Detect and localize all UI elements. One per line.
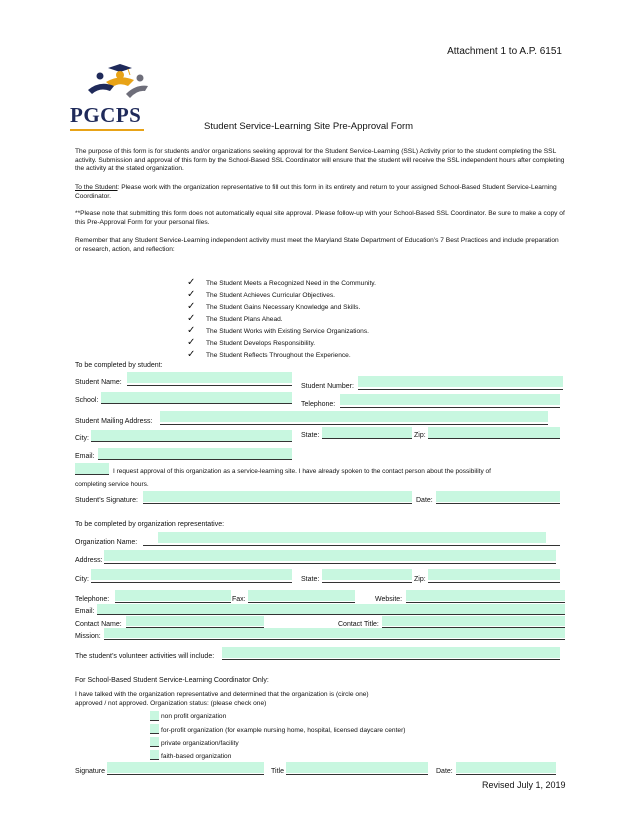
org-state-label: State: [301, 576, 320, 583]
status-checkbox-nonprofit[interactable] [150, 711, 159, 721]
logo-text: PGCPS [70, 103, 142, 127]
org-fax-field[interactable] [248, 590, 355, 601]
student-name-field[interactable] [127, 372, 292, 383]
list-item: The Student Gains Necessary Knowledge and Skills. [206, 304, 361, 311]
student-date-field[interactable] [436, 491, 560, 502]
note-paragraph: **Please note that submitting this form does not automatically equal site approval. Please follow-up with your School-Based SSL Coordinator. Be sure to make a copy of this Pre-Approval Form for your personal files. [75, 210, 565, 226]
org-city-label: City: [75, 576, 89, 583]
student-number-label: Student Number: [301, 383, 354, 390]
list-item: The Student Develops Responsibility. [206, 340, 316, 347]
student-email-field[interactable] [98, 448, 292, 459]
list-item: The Student Reflects Throughout the Experience. [206, 352, 351, 359]
org-address-label: Address: [75, 557, 103, 564]
status-label-nonprofit: non profit organization [161, 713, 227, 720]
request-initials-field[interactable] [75, 463, 109, 474]
checkmark-icon: ✓ [187, 325, 196, 336]
list-item: The Student Plans Ahead. [206, 316, 283, 323]
form-title: Student Service-Learning Site Pre-Approval Form [204, 121, 414, 132]
org-email-label: Email: [75, 608, 95, 615]
list-item: The Student Meets a Recognized Need in the Community. [206, 280, 376, 287]
org-state-field[interactable] [322, 569, 412, 580]
to-student-label: To the Student [75, 184, 118, 191]
mission-label: Mission: [75, 633, 101, 640]
student-state-label: State: [301, 432, 320, 439]
student-section-heading: To be completed by student: [75, 362, 163, 369]
checkmark-icon: ✓ [187, 301, 196, 312]
student-signature-label: Student’s Signature: [75, 497, 138, 504]
student-state-field[interactable] [322, 427, 412, 438]
remember-paragraph: Remember that any Student Service-Learning independent activity must meet the Maryland State Department of Education’s 7 Best Practices and include preparation or research, action, and reflection: [75, 237, 559, 253]
status-label-faith: faith-based organization [161, 753, 232, 760]
org-telephone-field[interactable] [115, 590, 231, 601]
checkmark-icon: ✓ [187, 313, 196, 324]
coord-signature-label: Signature [75, 768, 105, 775]
contact-name-label: Contact Name: [75, 621, 122, 628]
list-item: The Student Works with Existing Service Organizations. [206, 328, 369, 335]
student-city-label: City: [75, 435, 89, 442]
student-name-label: Student Name: [75, 379, 122, 386]
school-field[interactable] [101, 392, 292, 403]
pgcps-logo [70, 60, 150, 130]
status-checkbox-private[interactable] [150, 737, 159, 747]
logo-figures-icon [70, 60, 150, 104]
attachment-label: Attachment 1 to A.P. 6151 [447, 46, 562, 57]
contact-title-field[interactable] [382, 616, 565, 626]
student-zip-field[interactable] [428, 427, 560, 438]
request-text-cont: completing service hours. [75, 481, 149, 488]
org-fax-label: Fax: [232, 596, 246, 603]
coord-date-label: Date: [436, 768, 453, 775]
org-city-field[interactable] [91, 569, 292, 580]
student-zip-label: Zip: [414, 432, 426, 439]
purpose-paragraph: The purpose of this form is for students and/or organizations seeking approval for the Student Service-Learning (SSL) Activity prior to the student completing the SSL activity. Submission and approval of this form by the School-Based SSL Coordinator will ensure that the student will receive the SSL independent hours after completing the activity at the stated organization. [75, 148, 565, 173]
status-checkbox-faith[interactable] [150, 750, 159, 760]
student-date-label: Date: [416, 497, 433, 504]
contact-name-field[interactable] [126, 616, 264, 626]
org-website-label: Website: [375, 596, 403, 603]
coord-title-field[interactable] [286, 762, 428, 773]
mailing-address-field[interactable] [160, 411, 548, 422]
checkmark-icon: ✓ [187, 277, 196, 288]
mailing-address-label: Student Mailing Address: [75, 418, 153, 425]
org-website-field[interactable] [406, 590, 565, 601]
contact-title-label: Contact Title: [338, 621, 379, 628]
student-signature-field[interactable] [143, 491, 412, 502]
status-label-forprofit: for-profit organization (for example nursing home, hospital, licensed daycare center) [161, 727, 406, 734]
org-zip-field[interactable] [428, 569, 560, 580]
student-city-field[interactable] [91, 430, 292, 441]
checkmark-icon: ✓ [187, 349, 196, 360]
status-checkbox-forprofit[interactable] [150, 724, 159, 734]
school-label: School: [75, 397, 99, 404]
revised-date: Revised July 1, 2019 [482, 780, 566, 790]
org-email-field[interactable] [97, 604, 565, 614]
org-address-field[interactable] [104, 550, 556, 561]
request-text: I request approval of this organization as a service-learning site. I have already spoken to the contact person about the possibility of [113, 468, 491, 475]
activities-field[interactable] [222, 647, 560, 658]
org-section-heading: To be completed by organization representative: [75, 521, 225, 528]
student-number-field[interactable] [358, 376, 563, 387]
telephone-field[interactable] [340, 394, 560, 405]
to-student-paragraph [75, 184, 565, 201]
status-label-private: private organization/facility [161, 740, 239, 747]
list-item: The Student Achieves Curricular Objectives. [206, 292, 336, 299]
checkmark-icon: ✓ [187, 289, 196, 300]
coord-date-field[interactable] [456, 762, 556, 773]
coord-line-2: approved / not approved. Organization status: (please check one) [75, 700, 267, 707]
to-student-text: : Please work with the organization representative to fill out this form in its entirety and return to your assigned School-Based Student Service-Learning Coordinator. [75, 184, 557, 200]
coord-line-1: I have talked with the organization representative and determined that the organization is (circle one) [75, 691, 369, 698]
activities-label: The student’s volunteer activities will include: [75, 653, 215, 660]
mission-field[interactable] [104, 628, 565, 638]
checkmark-icon: ✓ [187, 337, 196, 348]
org-name-label: Organization Name: [75, 539, 138, 546]
org-name-field[interactable] [158, 532, 546, 543]
org-telephone-label: Telephone: [75, 596, 110, 603]
coord-title-label: Title [271, 768, 284, 775]
telephone-label: Telephone: [301, 401, 336, 408]
org-zip-label: Zip: [414, 576, 426, 583]
coord-section-heading: For School-Based Student Service-Learning Coordinator Only: [75, 677, 269, 684]
student-email-label: Email: [75, 453, 95, 460]
coord-signature-field[interactable] [107, 762, 264, 773]
